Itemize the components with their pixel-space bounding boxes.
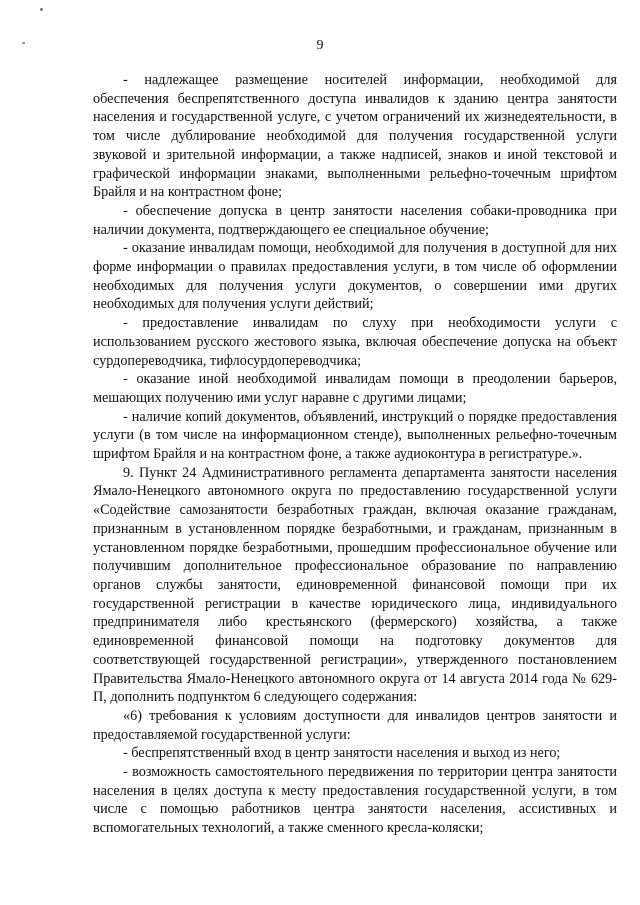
scan-mark — [40, 8, 43, 11]
paragraph-subitem-6: «6) требования к условиям доступности для инвалидов центров занятости и предоставляемой государственной услуги: — [93, 707, 617, 743]
paragraph-bullet-assistance: - оказание инвалидам помощи, необходимой для получения в доступной для них форме информации о правилах предоставления услуги, в том числе об оформлении необходимых для получения услуги документов, о совершении ими других необходимых для получения услуги действий; — [93, 240, 617, 313]
paragraph-bullet-movement: - возможность самостоятельного передвижения по территории центра занятости населения в целях доступа к месту предоставления государственной услуги, в том числе с помощью работников центра занятости населения, ассистивных и вспомогательных технологий, а также сменного кресла-коляски; — [93, 764, 617, 837]
paragraph-bullet-braille-copies: - наличие копий документов, объявлений, инструкций о порядке предоставления услуги (в том числе на информационном стенде), выполненных рельефно-точечным шрифтом Брайля и на контрастном фоне, а также аудиоконтура в регистратуре.». — [93, 408, 617, 463]
paragraph-bullet-other-help: - оказание иной необходимой инвалидам помощи в преодолении барьеров, мешающих получению ими услуг наравне с другими лицами; — [93, 371, 617, 406]
paragraph-bullet-sign-language: - предоставление инвалидам по слуху при необходимости услуги с использованием русского жестового языка, включая обеспечение допуска на объект сурдопереводчика, тифлосурдопереводчика; — [93, 315, 617, 369]
paragraph-item-9: 9. Пункт 24 Административного регламента департамента занятости населения Ямало-Ненецкого автономного округа по предоставлению государственной услуги «Содействие самозанятости безработных граждан, включая оказание гражданам, признанным в установленном порядке безработными, и гражданам, признанным в установленном порядке безработными, прошедшим профессиональное обучение или получившим дополнительное профессиональное образование по направлению органов службы занятости, единовременной финансовой помощи при их государственной регистрации в качестве юридического лица, индивидуального предпринимателя либо крестьянского (фермерского) хозяйства, а также единовременной финансовой помощи на подготовку документов для соответствующей государственной регистрации», утвержденного постановлением Правительства Ямало-Ненецкого автономного округа от 14 августа 2014 года № 629-П, дополнить подпунктом 6 следующего содержания: — [93, 464, 617, 706]
page-number: 9 — [316, 38, 324, 53]
paragraph-bullet-entrance: - беспрепятственный вход в центр занятости населения и выход из него; — [123, 745, 561, 762]
paragraph-bullet-guide-dog: - обеспечение допуска в центр занятости населения собаки-проводника при наличии документа, подтверждающего ее специальное обучение; — [93, 202, 617, 238]
paragraph-bullet-information: - надлежащее размещение носителей информации, необходимой для обеспечения беспрепятственного доступа инвалидов к зданию центра занятости населения и государственной услуге, с учетом ограничений их жизнедеятельности, в том числе дублирование необходимой для получения государственной услуги звуковой и зрительной информации, а также надписей, знаков и иной текстовой и графической информации знаками, выполненными рельефно-точечным шрифтом Брайля и на контрастном фоне; — [93, 72, 617, 201]
document-body — [93, 71, 617, 838]
